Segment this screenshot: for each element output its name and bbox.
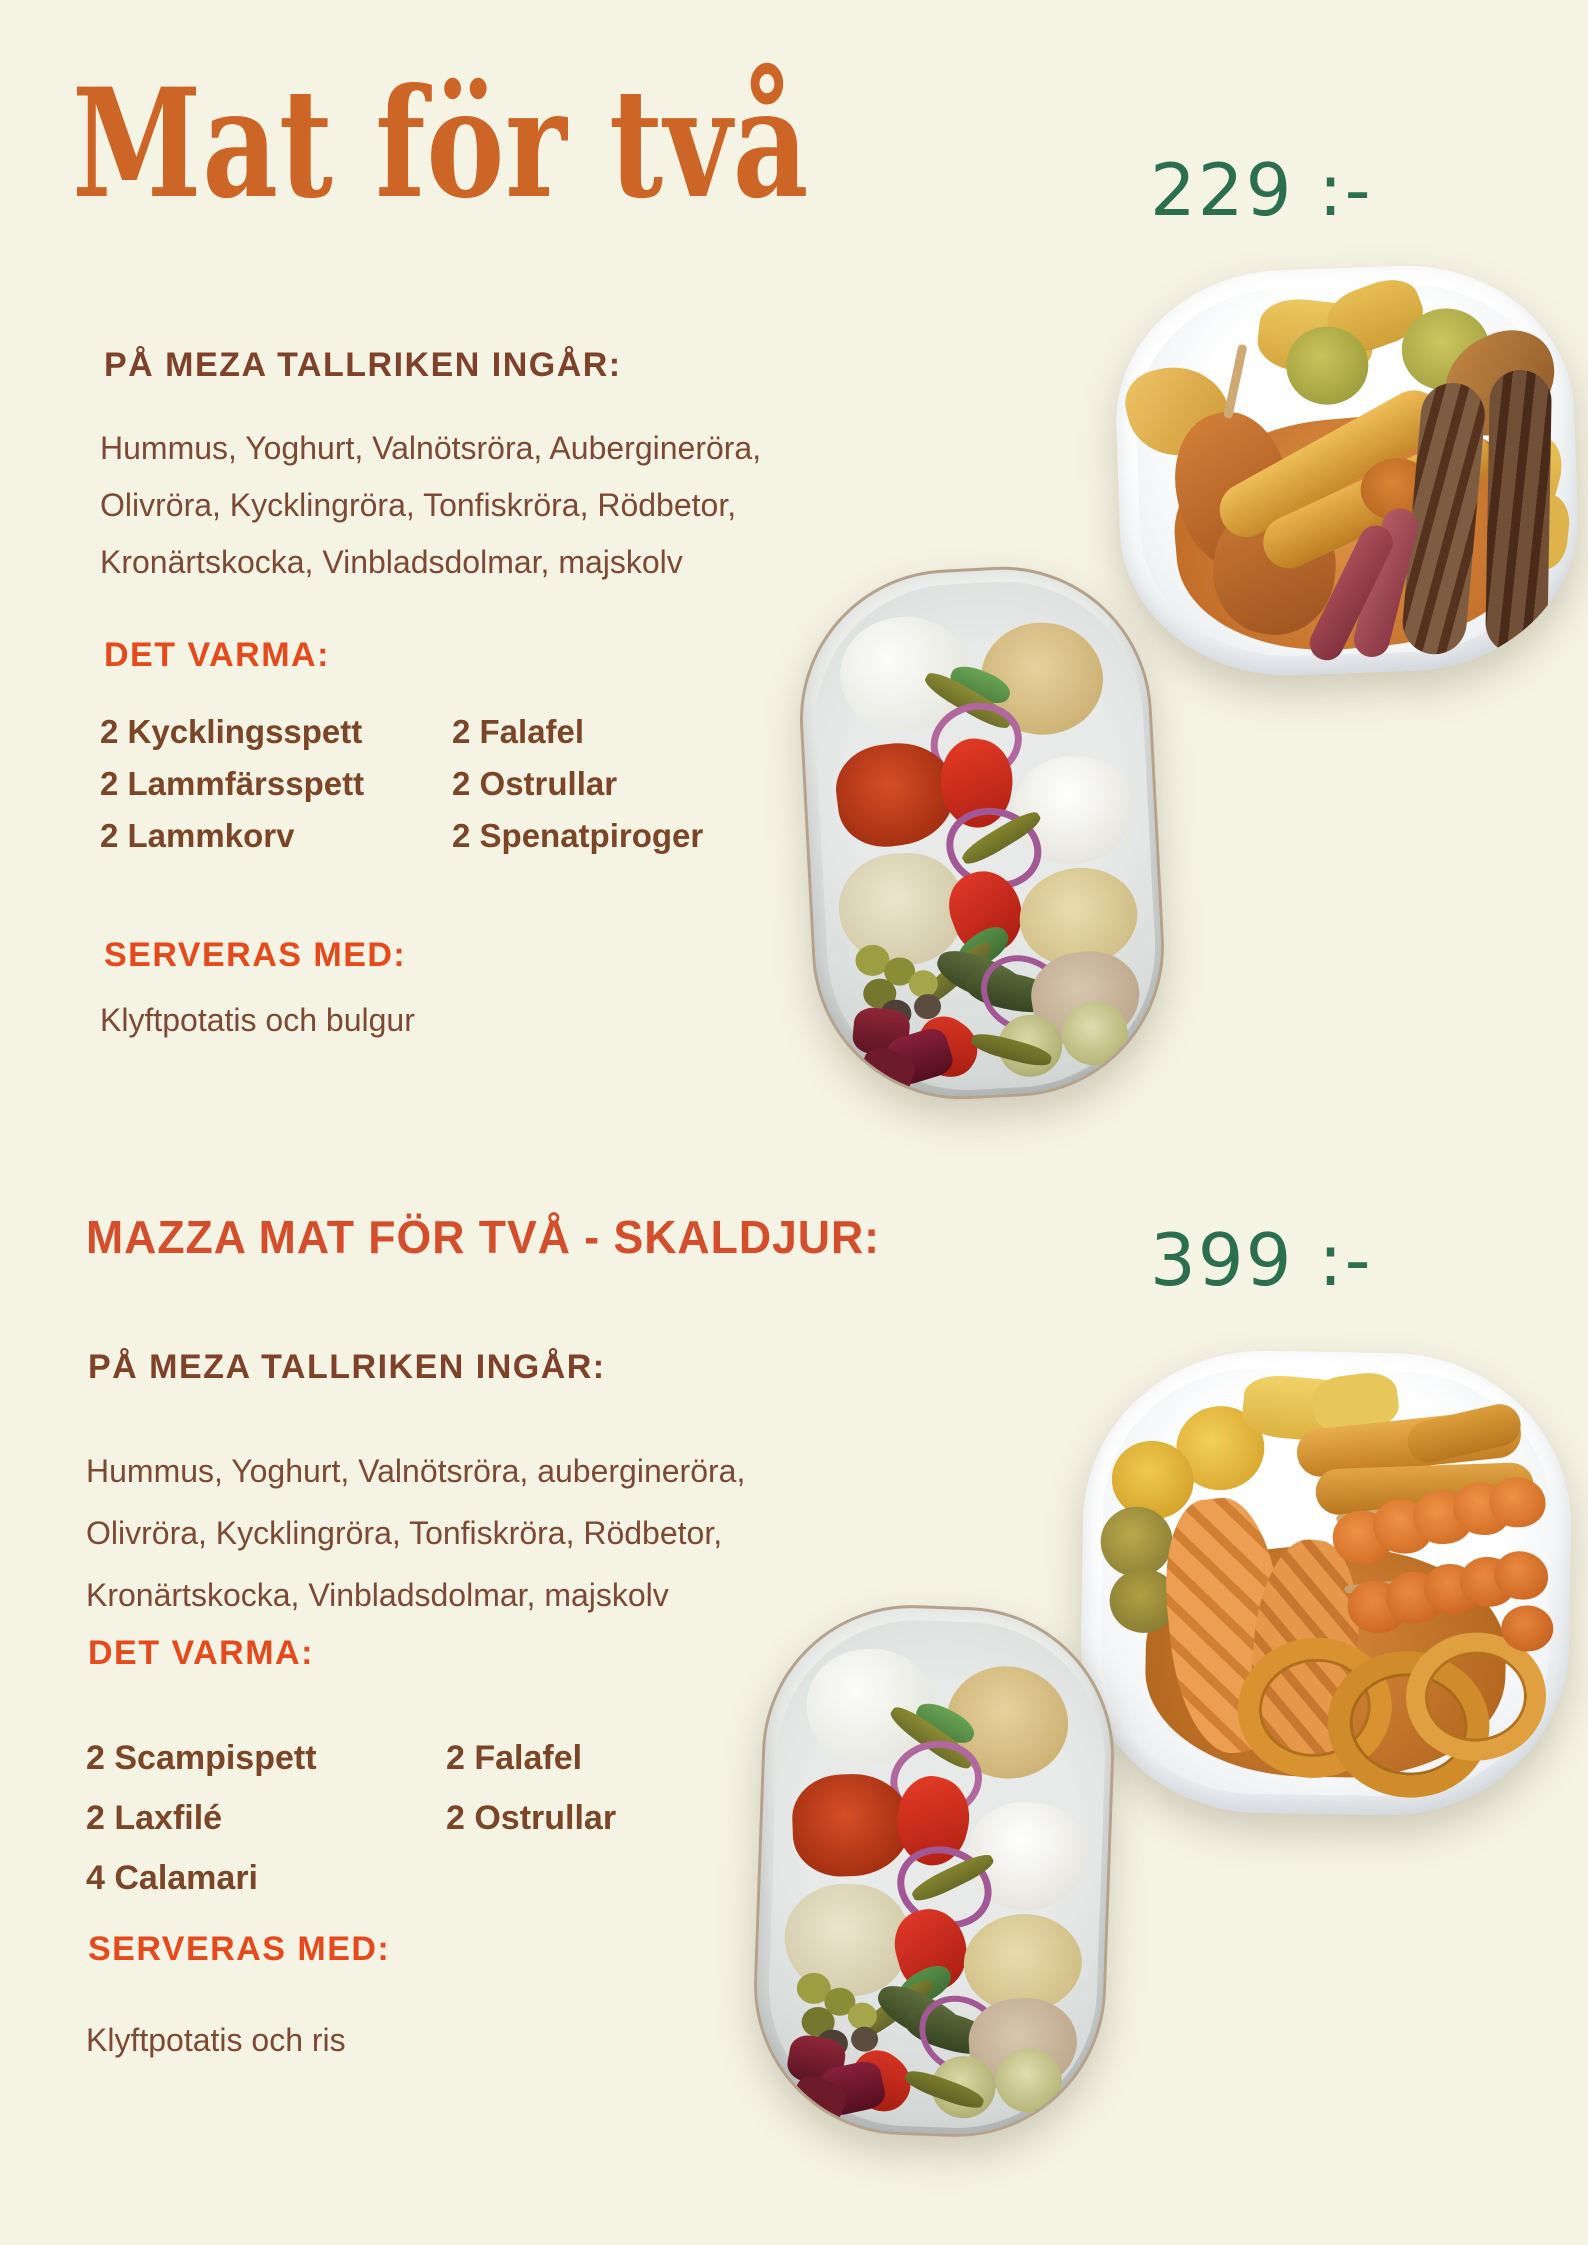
price-seafood: 399 :-: [1150, 1218, 1373, 1302]
included-list-meat: [100, 420, 761, 591]
included-line: Olivröra, Kycklingröra, Tonfiskröra, Rödbetor,: [100, 487, 737, 523]
hot-item: 2 Scampispett: [86, 1739, 317, 1777]
hot-item: 4 Calamari: [86, 1859, 258, 1897]
hot-item: 2 Falafel: [446, 1739, 583, 1777]
hot-item: 2 Falafel: [452, 713, 585, 750]
included-line: Kronärtskocka, Vinbladsdolmar, majskolv: [86, 1577, 669, 1613]
hot-item: 2 Laxfilé: [86, 1799, 223, 1837]
oval-gray-platter: [792, 559, 1171, 1107]
hot-item: 2 Kycklingsspett: [100, 713, 363, 750]
seafood-platter-photo: [1078, 1348, 1574, 1818]
hot-item: 2 Lammfärsspett: [100, 765, 365, 802]
white-square-plate: [1111, 260, 1583, 681]
hot-item: 2 Lammkorv: [100, 817, 295, 854]
included-line: Hummus, Yoghurt, Valnötsröra, aubergineröra,: [86, 1453, 746, 1489]
included-heading-seafood: PÅ MEZA TALLRIKEN INGÅR:: [88, 1348, 606, 1386]
served-text-meat: Klyftpotatis och bulgur: [100, 1002, 415, 1038]
included-list-seafood: [86, 1440, 745, 1626]
hot-item: 2 Ostrullar: [446, 1799, 617, 1837]
oval-gray-platter: [749, 1600, 1119, 2142]
hot-heading-seafood: DET VARMA:: [88, 1634, 314, 1672]
meza-platter-photo: [749, 1600, 1119, 2142]
included-line: Kronärtskocka, Vinbladsdolmar, majskolv: [100, 544, 683, 580]
served-heading-meat: SERVERAS MED:: [104, 936, 407, 974]
included-line: Hummus, Yoghurt, Valnötsröra, Aubergineröra,: [100, 430, 762, 466]
meat-platter-photo: [1111, 260, 1583, 681]
hot-items-col2-seafood: [446, 1728, 616, 1848]
hot-items-col1-meat: [100, 706, 364, 862]
served-heading-seafood: SERVERAS MED:: [88, 1930, 391, 1968]
served-text-seafood: Klyftpotatis och ris: [86, 2022, 346, 2058]
included-heading-meat: PÅ MEZA TALLRIKEN INGÅR:: [104, 346, 622, 384]
section-title-seafood: MAZZA MAT FÖR TVÅ - SKALDJUR:: [86, 1211, 881, 1263]
meza-platter-photo: [792, 559, 1171, 1107]
hot-item: 2 Spenatpiroger: [452, 817, 704, 854]
price-meat: 229 :-: [1150, 148, 1373, 232]
included-line: Olivröra, Kycklingröra, Tonfiskröra, Rödbetor,: [86, 1515, 723, 1551]
lamb-kebab: [1485, 370, 1552, 655]
white-square-plate: [1078, 1348, 1574, 1818]
hot-items-col2-meat: [452, 706, 703, 862]
page-title: Mat för två: [72, 56, 810, 232]
hot-heading-meat: DET VARMA:: [104, 636, 330, 674]
hot-item: 2 Ostrullar: [452, 765, 618, 802]
hot-items-col1-seafood: [86, 1728, 317, 1908]
